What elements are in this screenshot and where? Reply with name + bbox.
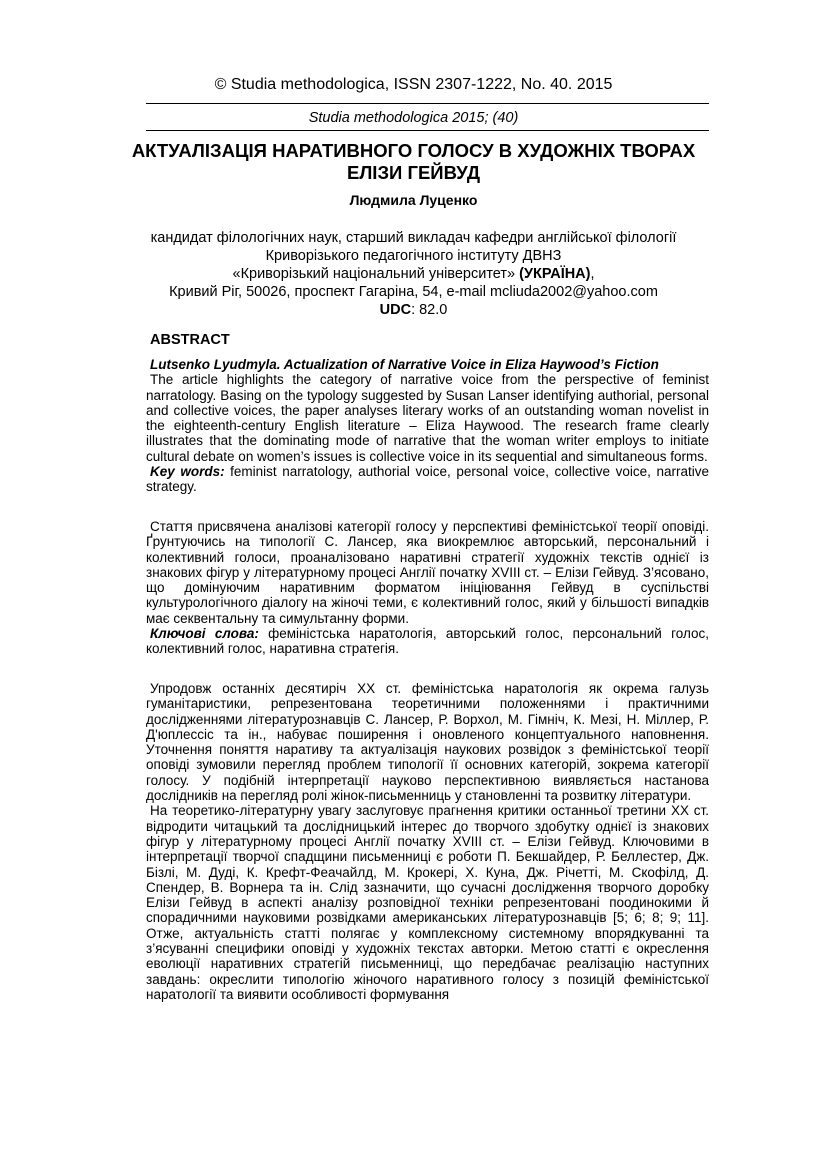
journal-line: Studia methodologica 2015; (40)	[308, 110, 519, 126]
header-rule-top	[146, 103, 709, 104]
header-rule-bottom	[146, 130, 709, 131]
ua-keywords-text: феміністська наратологія, авторський голос, персональний голос, колективний голос, наративна стратегія.	[146, 626, 709, 657]
abstract-heading: ABSTRACT	[150, 332, 230, 348]
copyright-line: © Studia methodologica, ISSN 2307-1222, No. 40. 2015	[214, 76, 613, 93]
abstract-keywords	[146, 464, 709, 495]
author-name: Людмила Луценко	[349, 192, 478, 208]
abstract-english	[146, 357, 709, 495]
annotation-ukrainian	[146, 519, 709, 657]
udc-value: : 82.0	[411, 302, 448, 318]
keywords-text: feminist narratology, authorial voice, personal voice, collective voice, narrative strategy.	[146, 464, 709, 495]
affiliation-line-2: Криворізького педагогічного інституту ДВНЗ	[265, 248, 562, 264]
article-title: АКТУАЛІЗАЦІЯ НАРАТИВНОГО ГОЛОСУ В ХУДОЖНІХ ТВОРАХ ЕЛІЗИ ГЕЙВУД	[131, 140, 696, 183]
university-name: «Криворізький національний університет»	[232, 266, 516, 282]
affiliation-block	[110, 229, 717, 319]
affiliation-line-1: кандидат філологічних наук, старший викладач кафедри англійської філології	[150, 230, 677, 246]
article-body	[146, 681, 709, 1002]
ua-keywords-label: Ключові слова:	[150, 626, 259, 642]
abstract-title: Lutsenko Lyudmyla. Actualization of Narrative Voice in Eliza Haywood’s Fiction	[150, 357, 659, 372]
affiliation-line-3	[110, 265, 717, 283]
abstract-text: The article highlights the category of narrative voice from the perspective of feminist narratology. Basing on the typology suggested by Susan Lanser identifying authorial, personal and collective voices, the paper analyses literary works of an outstanding woman novelist in the eighteenth-century English literature – Eliza Haywood. The research frame clearly illustrates that the dominating mode of narrative that the woman writer employs to initiate cultural debate on women’s issues is collective voice in its sequential and simultaneous forms.	[146, 372, 709, 464]
udc-line	[110, 301, 717, 319]
affiliation-line-4: Кривий Ріг, 50026, проспект Гагаріна, 54, e-mail mcliuda2002@yahoo.com	[169, 284, 658, 300]
affiliation-comma: ,	[590, 266, 595, 282]
udc-label: UDC	[379, 302, 412, 318]
body-paragraph-1: Упродовж останніх десятиріч XX ст. феміністська наратологія як окрема галузь гуманітаристики, репрезентована теоретичними положеннями і практичними дослідженнями літературознавців С. Лансер, Р. Ворхол, М. Гімніч, К. Мезі, Н. Міллер, Р. Д'юплессіс та ін., набуває поширення і оновленого концептуального наповнення. Уточнення поняття наративу та актуалізація наукових розвідок з феміністської теорії оповіді зумовили перегляд проблем типології її основних категорій, зокрема категорії голосу. У подібній інтерпретації науково перспективною виявляється настанова дослідників на перегляд ролі жінок-письменниць у становленні та розвитку літератури.	[146, 681, 709, 804]
annotation-keywords	[146, 626, 709, 657]
body-paragraph-2: На теоретико-літературну увагу заслуговує прагнення критики останньої третини XX ст. відродити читацький та дослідницький інтерес до творчого здобутку однієї із знакових фігур у літературному процесі Англії початку XVIII ст. – Елізи Гейвуд. Ключовими в інтерпретації творчої спадщини письменниці є роботи П. Бекшайдер, Р. Беллестер, Дж. Бізлі, М. Дуді, К. Крефт-Феачайлд, М. Крокері, Х. Куна, Дж. Річетті, М. Скофілд, Д. Спендер, В. Ворнера та ін. Слід зазначити, що сучасні дослідження творчого доробку Елізи Гейвуд в аспекті аналізу розповідної техніки репрезентовані поодинокими й спорадичними науковими розвідками американських літературознавців [5; 6; 8; 9; 11]. Отже, актуальність статті полягає у комплексному системному впорядкуванні та з’ясуванні специфики оповіді у художніх текстах авторки. Метою статті є окреслення еволюції наративних стратегій письменниці, що передбачає реалізацію наступних завдань: окреслити типологію жіночого наративного голосу з позицій феміністської наратології та виявити особливості формування	[146, 803, 709, 1002]
country-label: (УКРАЇНА)	[519, 266, 591, 282]
annotation-text: Стаття присвячена аналізові категорії голосу у перспективі феміністської теорії оповіді. Ґрунтуючись на типології С. Лансер, яка виокремлює авторський, персональний і колективний голоси, проаналізовано наративні стратегії художніх текстів однієї із знакових фігур у літературному процесі Англії початку XVIII ст. – Елізи Гейвуд. З’ясовано, що домінуючим наративним форматом ініціювання Гейвуд в суспільстві культурологічного діалогу на жіночі теми, є колективний голос, який у більшості випадків має секвентальну та симультанну форми.	[146, 519, 709, 626]
keywords-label: Key words:	[150, 464, 225, 480]
